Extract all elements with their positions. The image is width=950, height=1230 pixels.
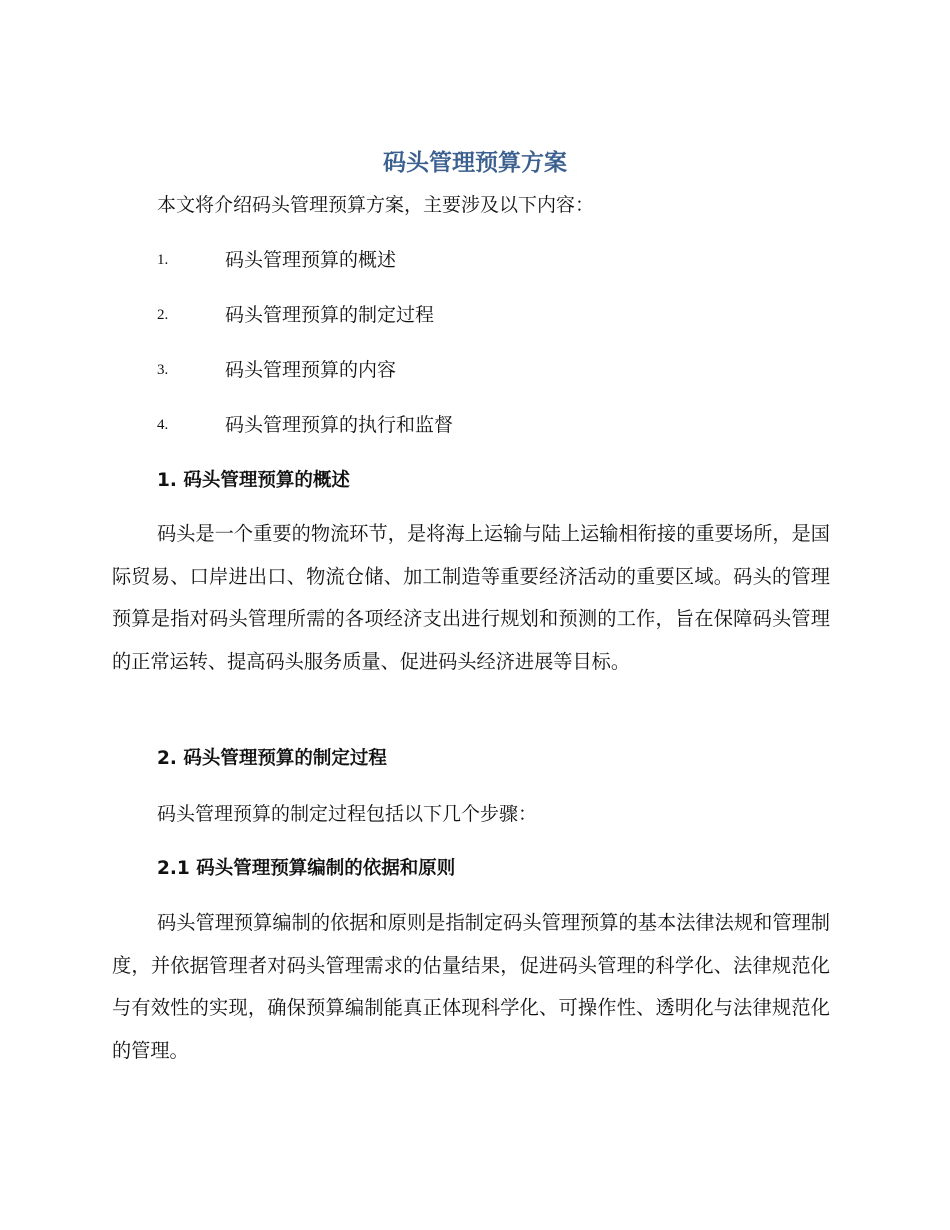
- list-item-number: 4.: [157, 417, 169, 433]
- list-item-text: 码头管理预算的内容: [225, 359, 397, 381]
- intro-paragraph: 本文将介绍码头管理预算方案，主要涉及以下内容：: [157, 194, 595, 216]
- list-item-text: 码头管理预算的执行和监督: [225, 414, 454, 436]
- list-item-number: 3.: [157, 362, 169, 378]
- section-2-body: 码头管理预算的制定过程包括以下几个步骤：: [157, 803, 538, 825]
- section-1-heading: 1. 码头管理预算的概述: [157, 470, 350, 491]
- list-item-number: 1.: [157, 252, 169, 268]
- section-2-heading: 2. 码头管理预算的制定过程: [157, 748, 387, 769]
- document-title: 码头管理预算方案: [383, 150, 567, 176]
- section-2-1-heading: 2.1 码头管理预算编制的依据和原则: [157, 858, 456, 879]
- list-item-text: 码头管理预算的制定过程: [225, 304, 435, 326]
- list-item-number: 2.: [157, 307, 169, 323]
- list-item-text: 码头管理预算的概述: [225, 249, 397, 271]
- section-1-body: 码头是一个重要的物流环节，是将海上运输与陆上运输相衔接的重要场所，是国际贸易、口岸进出口、物流仓储、加工制造等重要经济活动的重要区域。码头的管理预算是指对码头管理所需的各项经济支出进行规划和预测的工作，旨在保障码头管理的正常运转、提高码头服务质量、促进码头经济进展等目标。: [112, 522, 830, 673]
- section-2-1-body: 码头管理预算编制的依据和原则是指制定码头管理预算的基本法律法规和管理制度，并依据管理者对码头管理需求的估量结果，促进码头管理的科学化、法律规范化与有效性的实现，确保预算编制能真正体现科学化、可操作性、透明化与法律规范化的管理。: [112, 911, 830, 1062]
